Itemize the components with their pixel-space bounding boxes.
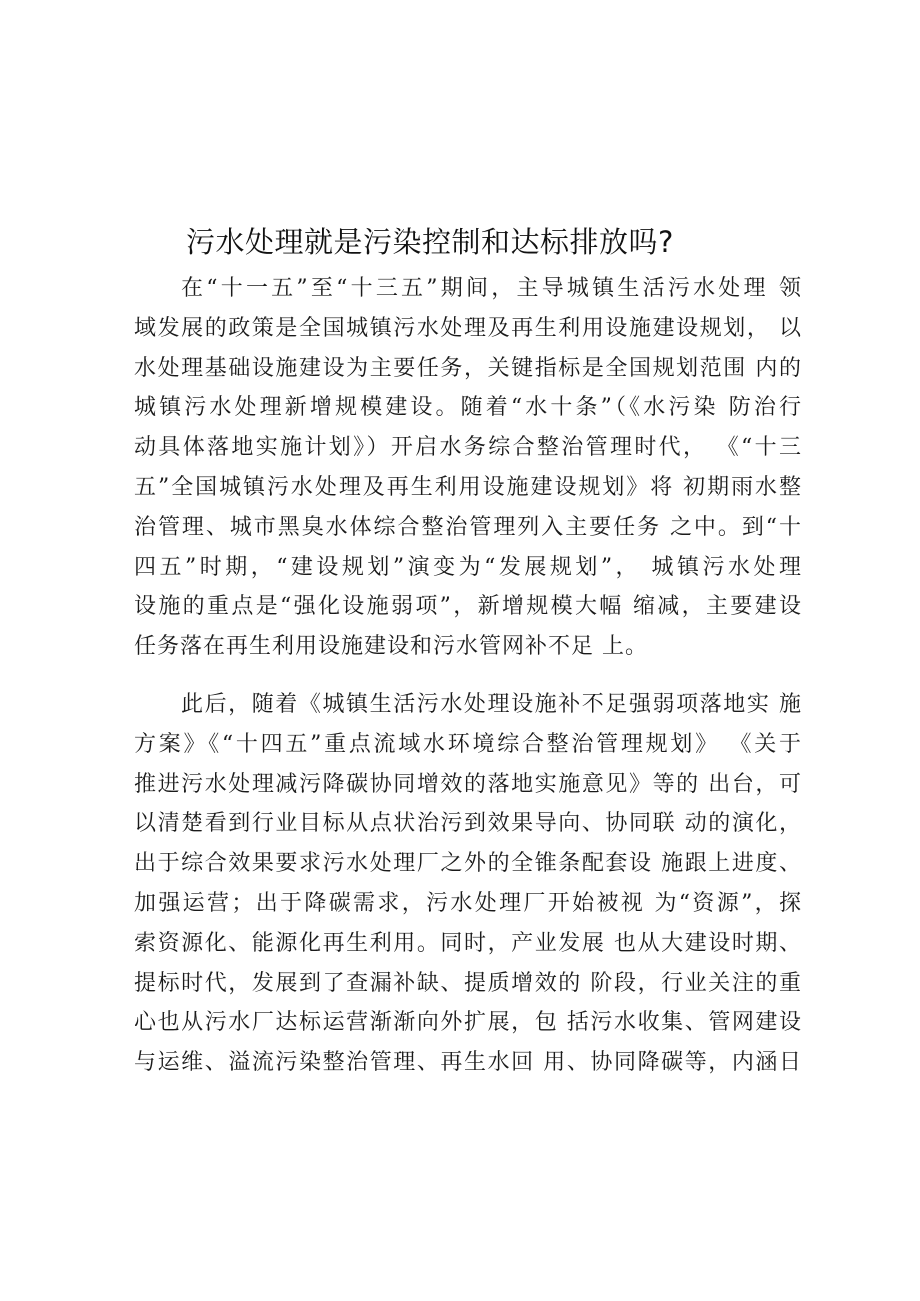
text-line: 五”全国城镇污水处理及再生利用设施建设规划》将 初期雨水整 — [134, 474, 802, 500]
text-line: 出于综合效果要求污水处理厂之外的全锥条配套设 施跟上进度、 — [134, 851, 802, 877]
text-line: 在“十一五”至“十三五”期间，主导城镇生活污水处理 领 — [181, 276, 802, 301]
text-line: 四五”时期，“建设规划”演变为“发展规划”， 城镇污水处理 — [134, 554, 802, 580]
text-line: 动具体落地实施计划》）开启水务综合整治管理时代， 《“十三 — [134, 435, 802, 461]
paragraph-1 — [134, 269, 802, 667]
text-line: 域发展的政策是全国城镇污水处理及再生利用设施建设规划， 以 — [134, 315, 802, 341]
text-line: 提标时代，发展到了查漏补缺、提质增效的 阶段，行业关注的重 — [134, 970, 802, 996]
text-line: 心也从污水厂达标运营渐渐向外扩展，包 括污水收集、管网建设 — [134, 1010, 802, 1036]
paragraph-2 — [134, 685, 802, 1083]
text-line: 城镇污水处理新增规模建设。随着“水十条”（《水污染 防治行 — [134, 395, 802, 421]
text-line: 加强运营；出于降碳需求，污水处理厂开始被视 为“资源”，探 — [134, 890, 802, 916]
article-body — [134, 269, 802, 1083]
text-line: 水处理基础设施建设为主要任务，关键指标是全国规划范围 内的 — [134, 355, 802, 381]
text-line: 任务落在再生利用设施建设和污水管网补不足 上。 — [134, 634, 648, 660]
text-line: 推进污水处理减污降碳协同增效的落地实施意见》等的 出台，可 — [134, 771, 802, 797]
text-line: 治管理、城市黑臭水体综合整治管理列入主要任务 之中。到“十 — [134, 514, 802, 540]
text-line: 与运维、溢流污染整治管理、再生水回 用、协同降碳等，内涵日 — [134, 1050, 802, 1076]
text-line: 以清楚看到行业目标从点状治污到效果导向、协同联 动的演化， — [134, 811, 802, 837]
text-line: 索资源化、能源化再生利用。同时，产业发展 也从大建设时期、 — [134, 930, 802, 956]
text-line: 此后，随着《城镇生活污水处理设施补不足强弱项落地实 施 — [181, 691, 802, 717]
article-title: 污水处理就是污染控制和达标排放吗? — [186, 225, 674, 259]
text-line: 方案》《“十四五”重点流域水环境综合整治管理规划》 《关于 — [134, 731, 802, 757]
text-line: 设施的重点是“强化设施弱项”，新增规模大幅 缩减，主要建设 — [134, 594, 802, 620]
